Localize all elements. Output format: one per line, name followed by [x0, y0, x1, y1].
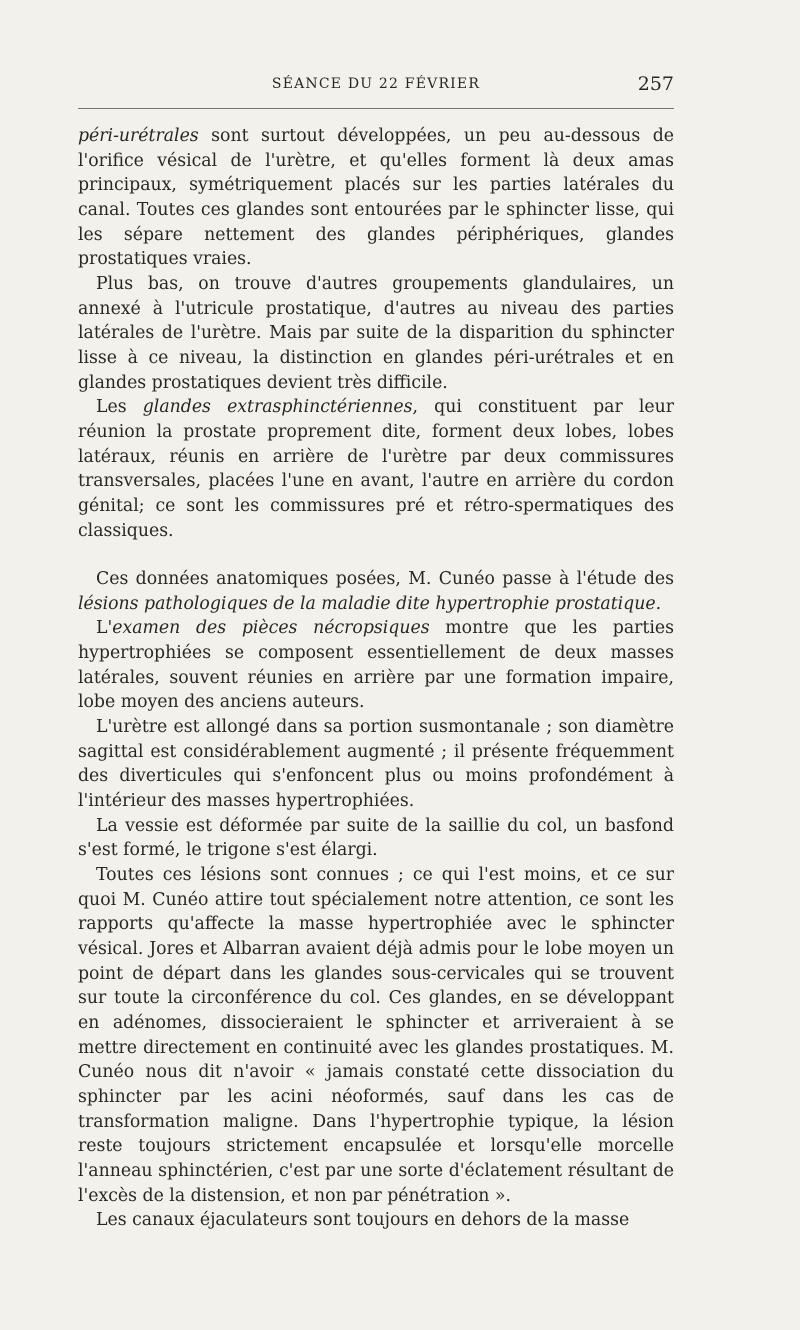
text-run: Ces données anatomiques posées, M. Cunéo passe à l'étude des: [96, 569, 674, 590]
paragraph: [78, 272, 674, 395]
text-run: Toutes ces lésions sont connues ; ce qui l'est moins, et ce sur quoi M. Cunéo attire tout spécialement notre attention, ce sont les rapports qu'affecte la masse hypertrophiée avec le sphincter vésical. Jores et Albarran avaient déjà admis pour le lobe moyen un point de départ dans les glandes sous-cervicales qui se trouvent sur toute la circonférence du col. Ces glandes, en se développant en adénomes, dissocieraient le sphincter et arriveraient à se mettre directement en continuité avec les glandes prostatiques. M. Cunéo nous dit n'avoir « jamais constaté cette dissociation du sphincter par les acini néoformés, sauf dans les cas de transformation maligne. Dans l'hypertrophie typique, la lésion reste toujours strictement encapsulée et lorsqu'elle morcelle l'anneau sphinctérien, c'est par une sorte d'éclatement résultant de l'excès de la distension, et non par pénétration ».: [78, 865, 674, 1206]
text-run: Les: [96, 397, 143, 418]
text-run: L': [96, 618, 113, 639]
body-text: [78, 124, 674, 1233]
text-run: Plus bas, on trouve d'autres groupements glandulaires, un annexé à l'utricule prostatique, d'autres au niveau des parties latérales de l'urètre. Mais par suite de la disparition du sphincter lisse à ce niveau, la distinction en glandes péri-urétrales et en glandes prostatiques devient très difficile.: [78, 273, 674, 393]
paragraph: [78, 715, 674, 814]
paragraph: [78, 616, 674, 715]
text-run: L'urètre est allongé dans sa portion susmontanale ; son diamètre sagittal est considérablement augmenté ; il présente fréquemment des diverticules qui s'enfoncent plus ou moins profondément à l'intérieur des masses hypertrophiées.: [78, 717, 674, 812]
italic-text: examen des pièces nécropsiques: [112, 618, 430, 639]
text-run: sont surtout développées, un peu au-dessous de l'orifice vésical de l'urètre, et qu'elles forment là deux amas principaux, symétriquement placés sur les parties latérales du canal. Toutes ces glandes sont entourées par le sphincter lisse, qui les sépare nettement des glandes périphériques, glandes prostatiques vraies.: [78, 126, 674, 270]
paragraph: [78, 1208, 674, 1233]
header-rule: [78, 108, 674, 109]
page-header: [78, 72, 674, 98]
text-run: Les canaux éjaculateurs sont toujours en dehors de la masse: [96, 1210, 630, 1231]
paragraph: [78, 863, 674, 1208]
italic-text: glandes extrasphinctériennes: [142, 397, 413, 418]
running-head: SÉANCE DU 22 FÉVRIER: [271, 76, 481, 92]
paragraph: [78, 814, 674, 863]
italic-text: péri-urétrales: [78, 126, 199, 146]
italic-text: lésions pathologiques de la maladie dite hypertrophie prostatique.: [78, 593, 662, 614]
paragraph: [78, 567, 674, 616]
paragraph: [78, 124, 674, 272]
text-run: , qui constituent par leur réunion la prostate proprement dite, forment deux lobes, lobes latéraux, réunis en arrière de l'urètre par deux commissures transversales, placées l'une en avant, l'autre en arrière du cordon génital; ce sont les commissures pré et rétro-spermatiques des classiques.: [78, 397, 674, 541]
page-number: 257: [637, 73, 674, 95]
text-run: La vessie est déformée par suite de la saillie du col, un basfond s'est formé, le trigone s'est élargi.: [78, 815, 674, 861]
text-run: montre que les parties hypertrophiées se composent essentiellement de deux masses latérales, souvent réunies en arrière par une formation impaire, lobe moyen des anciens auteurs.: [78, 618, 674, 713]
paragraph: [78, 395, 674, 543]
